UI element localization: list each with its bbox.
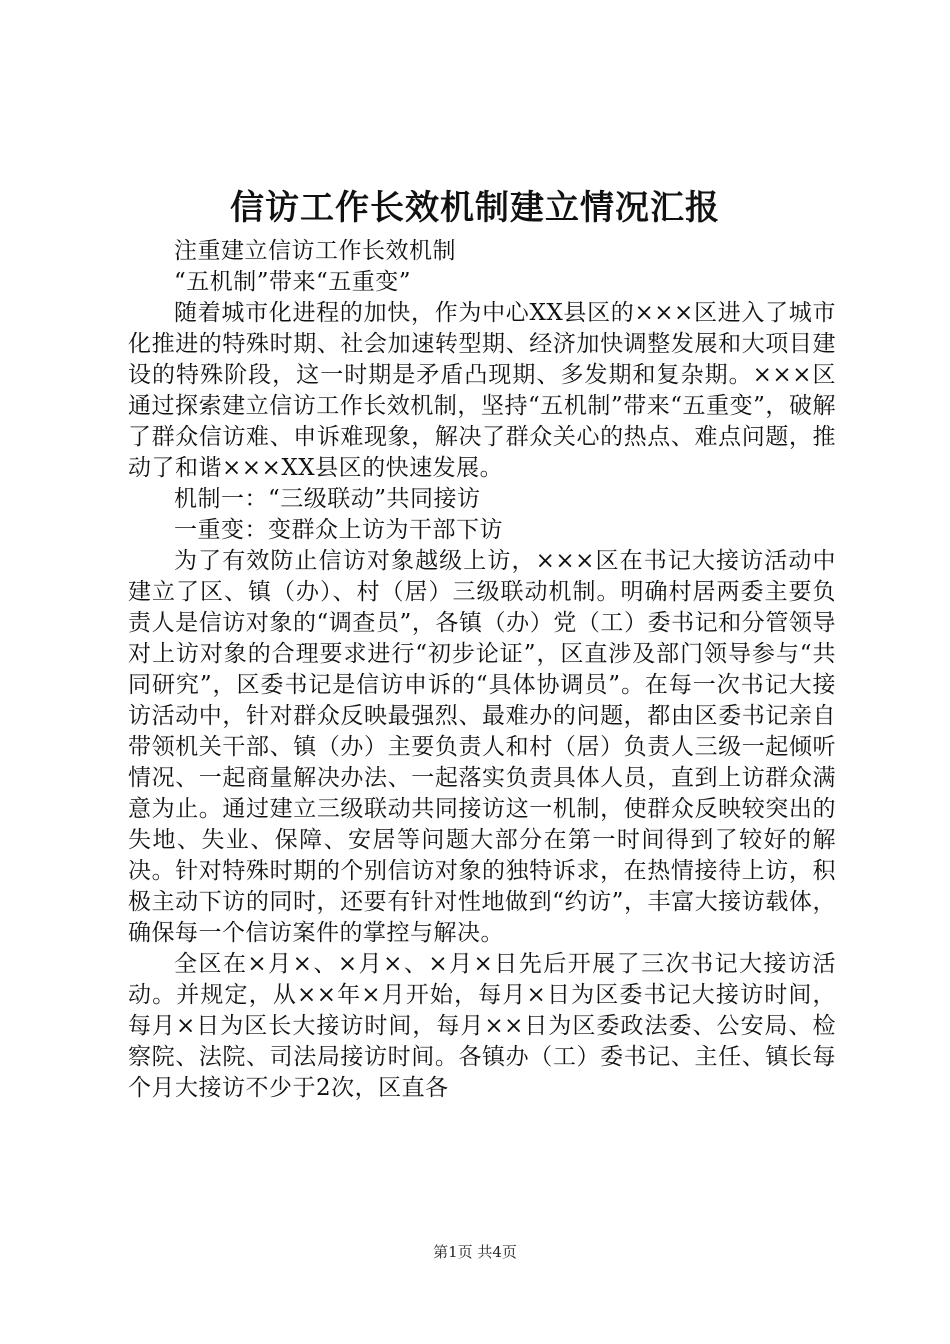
heading-paragraph-2: “五机制”带来“五重变” (174, 269, 412, 295)
page-footer: 第1页 共4页 (433, 1243, 517, 1261)
body-paragraph-mechanism: 为了有效防止信访对象越级上访，×××区在书记大接访活动中建立了区、镇（办）、村（居）三级联动机制。明确村居两委主要负责人是信访对象的“调查员”，各镇（办）党（工）委书记和分管领导对上访对象的合理要求进行“初步论证”，区直涉及部门领导参与“共同研究”，区委书记是信访申诉的“具体协调员”。在每一次书记大接访活动中，针对群众反映最强烈、最难办的问题，都由区委书记亲自带领机关干部、镇（办）主要负责人和村（居）负责人三级一起倾听情况、一起商量解决办法、一起落实负责具体人员，直到上访群众满意为止。通过建立三级联动共同接访这一机制，使群众反映较突出的失地、失业、保障、安居等问题大部分在第一时间得到了较好的解决。针对特殊时期的个别信访对象的独特诉求，在热情接待上访，积极主动下访的同时，还要有针对性地做到“约访”，丰富大接访载体，确保每一个信访案件的掌控与解决。 (128, 548, 836, 946)
document-title: 信访工作长效机制建立情况汇报 (230, 188, 720, 228)
heading-paragraph-1: 注重建立信访工作长效机制 (174, 238, 456, 264)
change-heading: 一重变：变群众上访为干部下访 (174, 517, 503, 543)
mechanism-heading: 机制一：“三级联动”共同接访 (174, 486, 481, 512)
body-paragraph-schedule: 全区在×月×、×月×、×月×日先后开展了三次书记大接访活动。并规定，从××年×月开始，每月×日为区委书记大接访时间，每月×日为区长大接访时间，每月××日为区委政法委、公安局、检察院、法院、司法局接访时间。各镇办（工）委书记、主任、镇长每个月大接访不少于2次，区直各 (128, 951, 836, 1101)
document-body (128, 236, 836, 1104)
body-paragraph-intro: 随着城市化进程的加快，作为中心XX县区的×××区进入了城市化推进的特殊时期、社会加速转型期、经济加快调整发展和大项目建设的特殊阶段，这一时期是矛盾凸现期、多发期和复杂期。×××区通过探索建立信访工作长效机制，坚持“五机制”带来“五重变”，破解了群众信访难、申诉难现象，解决了群众关心的热点、难点问题，推动了和谐×××XX县区的快速发展。 (128, 300, 836, 481)
